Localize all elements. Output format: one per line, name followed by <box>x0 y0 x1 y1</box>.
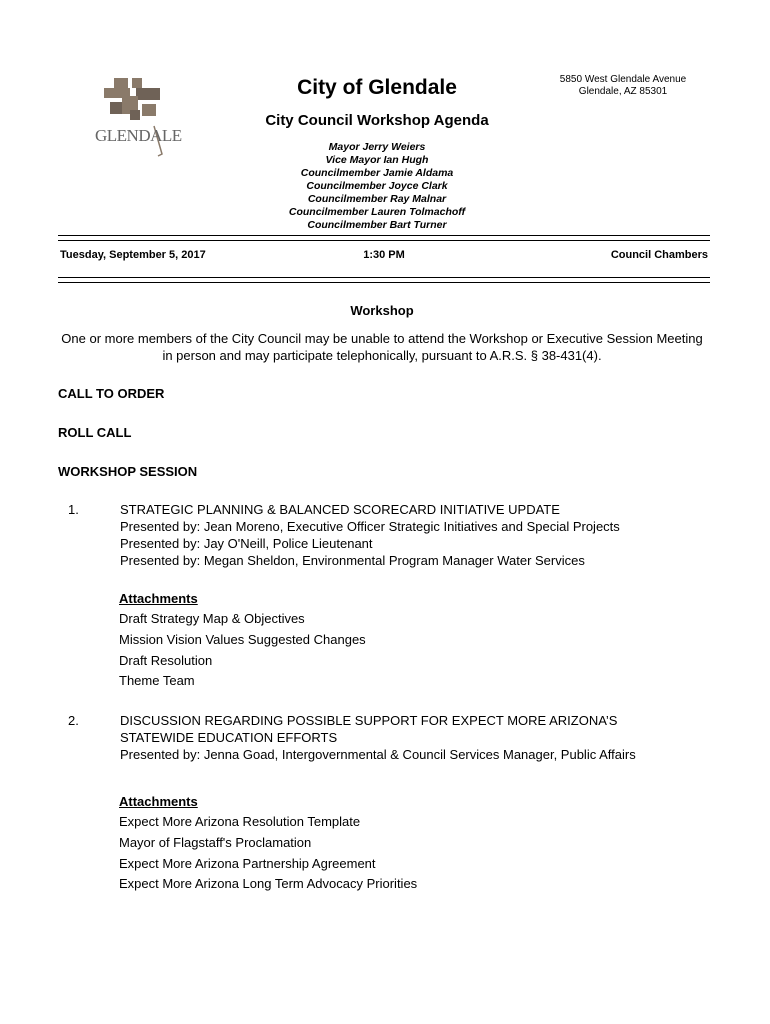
council-member: Vice Mayor Ian Hugh <box>325 154 429 166</box>
divider-bottom <box>58 277 710 283</box>
agenda-item-number: 2. <box>68 713 79 728</box>
attachments-heading: Attachments <box>119 794 198 809</box>
presenter-line: Presented by: Megan Sheldon, Environmental Program Manager Water Services <box>120 553 585 568</box>
city-title: City of Glendale <box>297 76 457 99</box>
council-member: Mayor Jerry Weiers <box>328 141 426 153</box>
attachments-list <box>119 812 417 895</box>
call-to-order-heading: CALL TO ORDER <box>58 386 165 401</box>
meeting-location: Council Chambers <box>610 249 708 261</box>
attachment-item: Expect More Arizona Resolution Template <box>119 814 361 829</box>
attachments-heading: Attachments <box>119 591 198 606</box>
attachment-item: Mission Vision Values Suggested Changes <box>119 631 366 647</box>
divider-top <box>58 235 710 241</box>
agenda-item-1 <box>120 501 720 569</box>
agenda-item-title: STATEWIDE EDUCATION EFFORTS <box>120 730 338 745</box>
presenter-line: Presented by: Jenna Goad, Intergovernmental & Council Services Manager, Public Affairs <box>120 747 636 762</box>
council-member: Councilmember Ray Malnar <box>307 193 447 205</box>
attachments-list <box>119 609 366 692</box>
presenter-line: Presented by: Jean Moreno, Executive Officer Strategic Initiatives and Special Projects <box>120 519 620 534</box>
city-address <box>548 74 698 98</box>
meeting-time: 1:30 PM <box>363 249 405 261</box>
address-line: 5850 West Glendale Avenue <box>559 74 687 85</box>
presenter-line: Presented by: Jay O'Neill, Police Lieutenant <box>120 536 373 551</box>
agenda-item-2 <box>120 712 720 763</box>
attachment-item: Expect More Arizona Long Term Advocacy Priorities <box>119 876 418 892</box>
council-member: Councilmember Lauren Tolmachoff <box>288 206 466 218</box>
council-member-list <box>0 141 754 232</box>
agenda-item-title: DISCUSSION REGARDING POSSIBLE SUPPORT FOR EXPECT MORE ARIZONA’S <box>120 713 618 728</box>
attachment-item: Draft Strategy Map & Objectives <box>119 611 305 626</box>
logo-wordmark: GLENDALE <box>95 126 182 145</box>
attachment-item: Draft Resolution <box>119 652 213 668</box>
council-member: Councilmember Bart Turner <box>307 219 447 231</box>
meeting-info-row <box>60 249 708 263</box>
meeting-date: Tuesday, September 5, 2017 <box>60 249 206 261</box>
council-member: Councilmember Joyce Clark <box>306 180 448 192</box>
workshop-session-heading: WORKSHOP SESSION <box>58 464 198 479</box>
agenda-item-number: 1. <box>68 502 79 517</box>
agenda-item-title: STRATEGIC PLANNING & BALANCED SCORECARD INITIATIVE UPDATE <box>120 502 560 517</box>
roll-call-heading: ROLL CALL <box>58 425 132 440</box>
attendance-notice: One or more members of the City Council may be unable to attend the Workshop or Executive Session Meeting in person and may participate telephonically, pursuant to A.R.S. § 38-431(4). <box>61 331 703 363</box>
agenda-title: City Council Workshop Agenda <box>265 112 489 129</box>
workshop-heading: Workshop <box>350 303 414 318</box>
attachment-item: Mayor of Flagstaff's Proclamation <box>119 834 312 850</box>
address-line: Glendale, AZ 85301 <box>578 86 668 97</box>
attachment-item: Theme Team <box>119 673 195 689</box>
attachment-item: Expect More Arizona Partnership Agreement <box>119 855 376 871</box>
council-member: Councilmember Jamie Aldama <box>300 167 454 179</box>
